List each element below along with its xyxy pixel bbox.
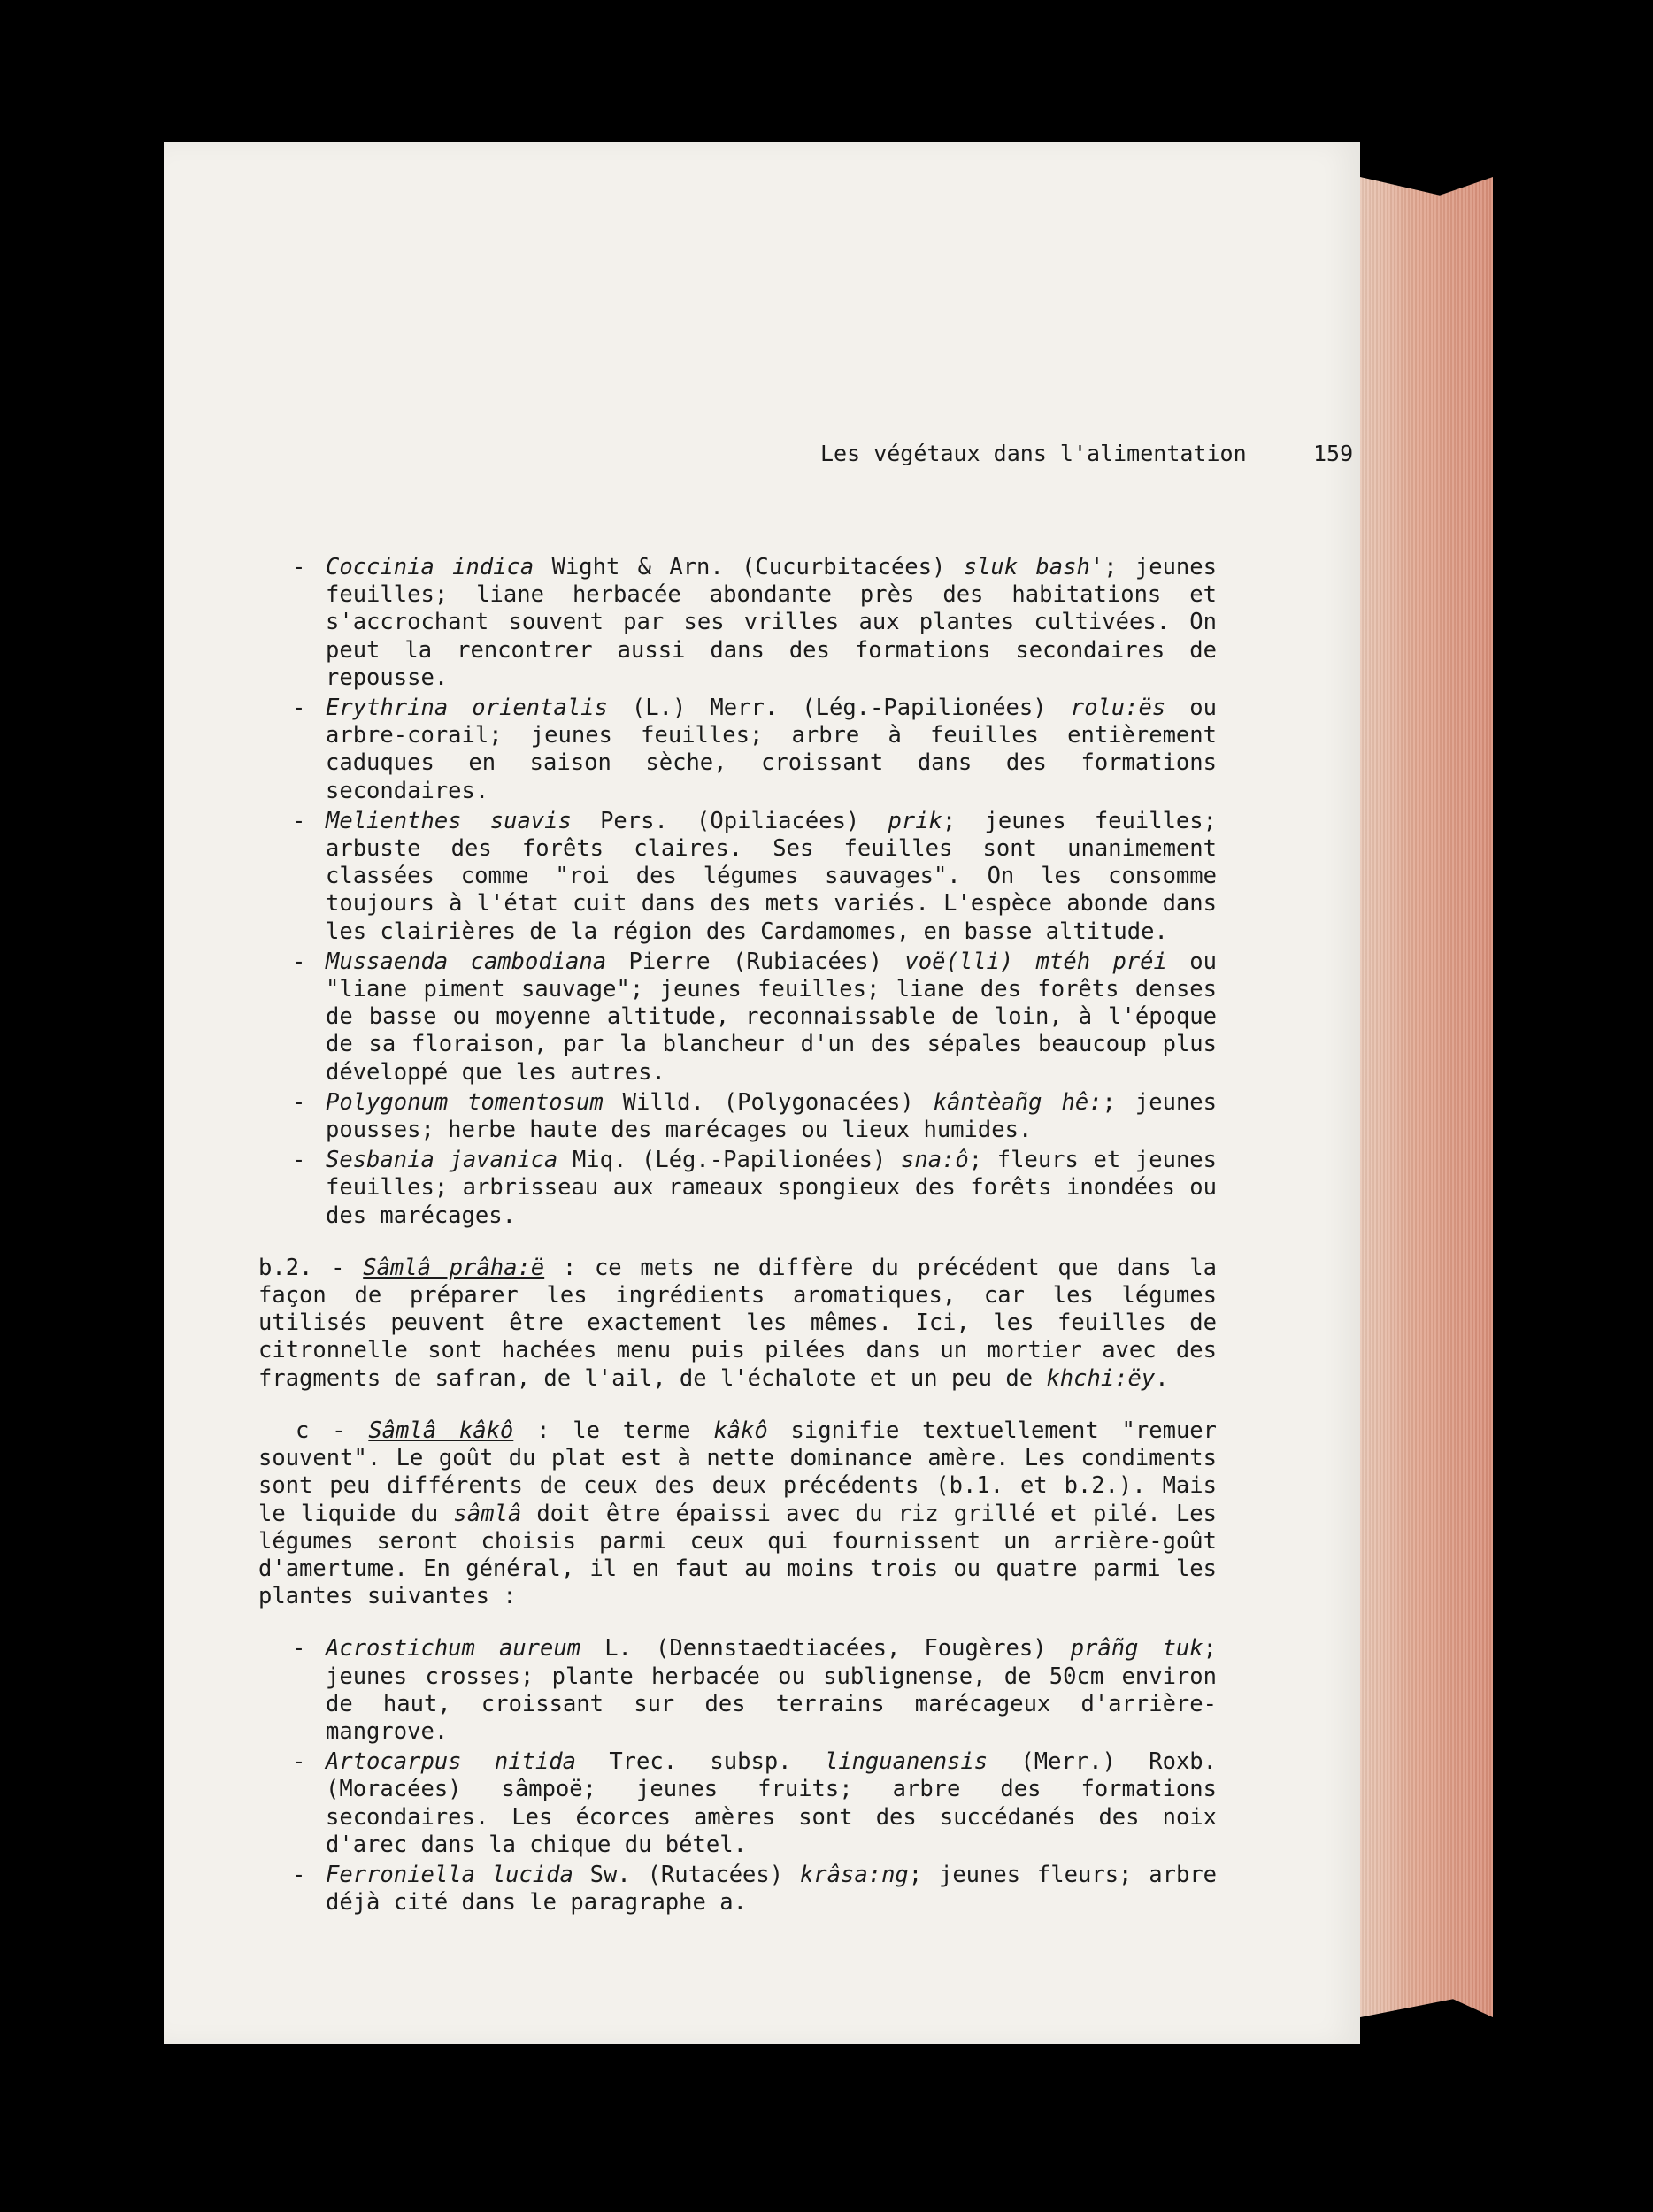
section-title: Sâmlâ kâkô — [368, 1417, 514, 1444]
paragraph-c: c - Sâmlâ kâkô : le terme kâkô signifie textuellement "remuer souvent". Le goût du plat est à nette dominance amère. Les condiments sont peu différents de ceux des deux précédents (b.1. et b.2.). Mais le liquide du sâmlâ doit être épaissi avec du riz grillé et pilé. Les légumes seront choisis parmi ceux qui fournissent un arrière-goût d'amertume. En général, il en faut au moins trois ou quatre parmi les plantes suivantes : — [258, 1417, 1217, 1610]
paragraph-b2: b.2. - Sâmlâ prâha:ë : ce mets ne diffère du précédent que dans la façon de préparer les ingrédients aromatiques, car les légumes utilisés peuvent être exactement les mêmes. Ici, les feuilles de citronnelle sont hachées menu puis pilées dans un mortier avec des fragments de safran, de l'ail, de l'échalote et un peu de khchi:ëy. — [258, 1254, 1217, 1392]
list-item: - Acrostichum aureum L. (Dennstaedtiacées, Fougères) prâñg tuk; jeunes crosses; plante herbacée ou sublignense, de 50cm environ de haut, croissant sur des terrains marécageux d'arrière-mangrove. — [292, 1635, 1217, 1745]
page-edges — [1360, 177, 1493, 2017]
list-item: - Sesbania javanica Miq. (Lég.-Papilionées) sna:ô; fleurs et jeunes feuilles; arbrisseau aux rameaux spongieux des forêts inondées ou des marécages. — [292, 1147, 1217, 1229]
page-number: 159 — [1313, 441, 1354, 466]
list-item: - Polygonum tomentosum Willd. (Polygonacées) kântèañg hê:; jeunes pousses; herbe haute des marécages ou lieux humides. — [292, 1088, 1217, 1144]
section-title: Sâmlâ prâha:ë — [363, 1254, 545, 1281]
list-item: - Mussaenda cambodiana Pierre (Rubiacées) voë(lli) mtéh préi ou "liane piment sauvage"; jeunes feuilles; liane des forêts denses de basse ou moyenne altitude, reconnaissable de loin, à l'époque de sa floraison, par la blancheur d'un des sépales beaucoup plus développé que les autres. — [292, 948, 1218, 1086]
book-page — [164, 142, 1360, 2044]
list-item: - Artocarpus nitida Trec. subsp. linguanensis (Merr.) Roxb. (Moracées) sâmpoë; jeunes fruits; arbre des formations secondaires. Les écorces amères sont des succédanés des noix d'arec dans la chique du bétel. — [292, 1748, 1218, 1858]
running-title: Les végétaux dans l'alimentation — [820, 441, 1247, 466]
list-item: - Erythrina orientalis (L.) Merr. (Lég.-Papilionées) rolu:ës ou arbre-corail; jeunes feuilles; arbre à feuilles entièrement caduques en saison sèche, croissant dans des formations secondaires. — [292, 695, 1217, 804]
list-item: - Coccinia indica Wight & Arn. (Cucurbitacées) sluk bash'; jeunes feuilles; liane herbacée abondante près des habitations et s'accrochant souvent par ses vrilles aux plantes cultivées. On peut la rencontrer aussi dans des formations secondaires de repousse. — [292, 554, 1217, 691]
list-item: - Ferroniella lucida Sw. (Rutacées) krâsa:ng; jeunes fleurs; arbre déjà cité dans le paragraphe a. — [292, 1861, 1217, 1916]
list-item: - Melienthes suavis Pers. (Opiliacées) prik; jeunes feuilles; arbuste des forêts claires. Ses feuilles sont unanimement classées comme "roi des légumes sauvages". On les consomme toujours à l'état cuit dans des mets variés. L'espèce abonde dans les clairières de la région des Cardamomes, en basse altitude. — [292, 807, 1217, 945]
body-text — [258, 554, 1218, 1919]
